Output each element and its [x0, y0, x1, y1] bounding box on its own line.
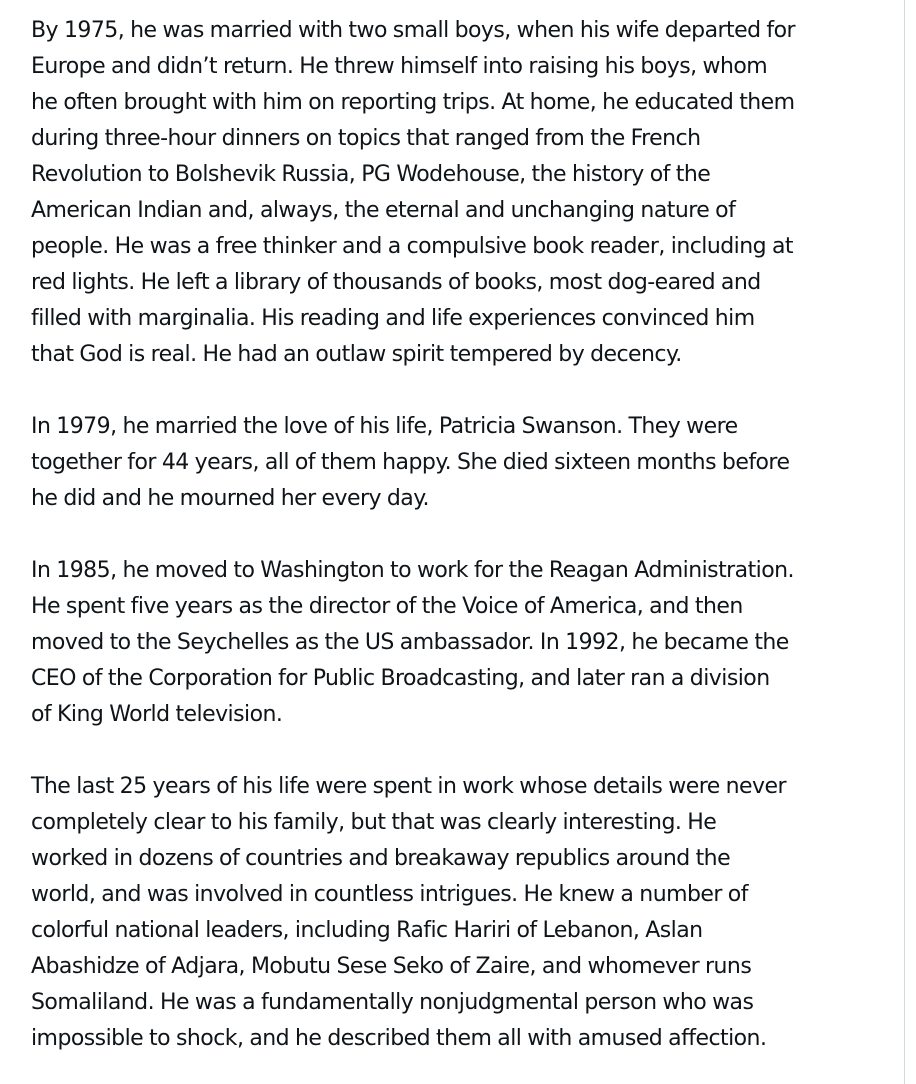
paragraph-gap [31, 517, 891, 553]
text-line: colorful national leaders, including Rafic Hariri of Lebanon, Aslan [31, 918, 703, 943]
text-line: By 1975, he was married with two small boys, when his wife departed for [31, 18, 796, 43]
text-line: he did and he mourned her every day. [31, 486, 429, 511]
text-line: people. He was a free thinker and a compulsive book reader, including at [31, 234, 793, 259]
text-line: he often brought with him on reporting trips. At home, he educated them [31, 90, 795, 115]
text-line: Revolution to Bolshevik Russia, PG Wodehouse, the history of the [31, 162, 711, 187]
text-line: Somaliland. He was a fundamentally nonjudgmental person who was [31, 990, 754, 1015]
paragraph-gap [31, 373, 891, 409]
text-line: completely clear to his family, but that was clearly interesting. He [31, 810, 717, 835]
text-line: American Indian and, always, the eternal and unchanging nature of [31, 198, 736, 223]
paragraph-1 [31, 13, 891, 373]
text-line: red lights. He left a library of thousands of books, most dog-eared and [31, 270, 761, 295]
text-line: moved to the Seychelles as the US ambassador. In 1992, he became the [31, 630, 789, 655]
text-line: of King World television. [31, 702, 283, 727]
text-line: worked in dozens of countries and breakaway republics around the [31, 846, 731, 871]
text-line: The last 25 years of his life were spent in work whose details were never [31, 774, 786, 799]
paragraph-4 [31, 769, 891, 1057]
text-line: that God is real. He had an outlaw spirit tempered by decency. [31, 342, 682, 367]
text-line: He spent five years as the director of the Voice of America, and then [31, 594, 743, 619]
text-line: In 1979, he married the love of his life, Patricia Swanson. They were [31, 414, 738, 439]
post-text [31, 13, 891, 1057]
paragraph-gap [31, 733, 891, 769]
text-line: world, and was involved in countless intrigues. He knew a number of [31, 882, 748, 907]
text-line: together for 44 years, all of them happy. She died sixteen months before [31, 450, 790, 475]
paragraph-3 [31, 553, 891, 733]
paragraph-2 [31, 409, 891, 517]
text-line: Abashidze of Adjara, Mobutu Sese Seko of Zaire, and whomever runs [31, 954, 752, 979]
text-line: In 1985, he moved to Washington to work for the Reagan Administration. [31, 558, 794, 583]
text-line: impossible to shock, and he described them all with amused affection. [31, 1026, 767, 1051]
text-line: filled with marginalia. His reading and life experiences convinced him [31, 306, 755, 331]
text-line: Europe and didn’t return. He threw himself into raising his boys, whom [31, 54, 768, 79]
text-line: during three-hour dinners on topics that ranged from the French [31, 126, 701, 151]
text-line: CEO of the Corporation for Public Broadcasting, and later ran a division [31, 666, 770, 691]
